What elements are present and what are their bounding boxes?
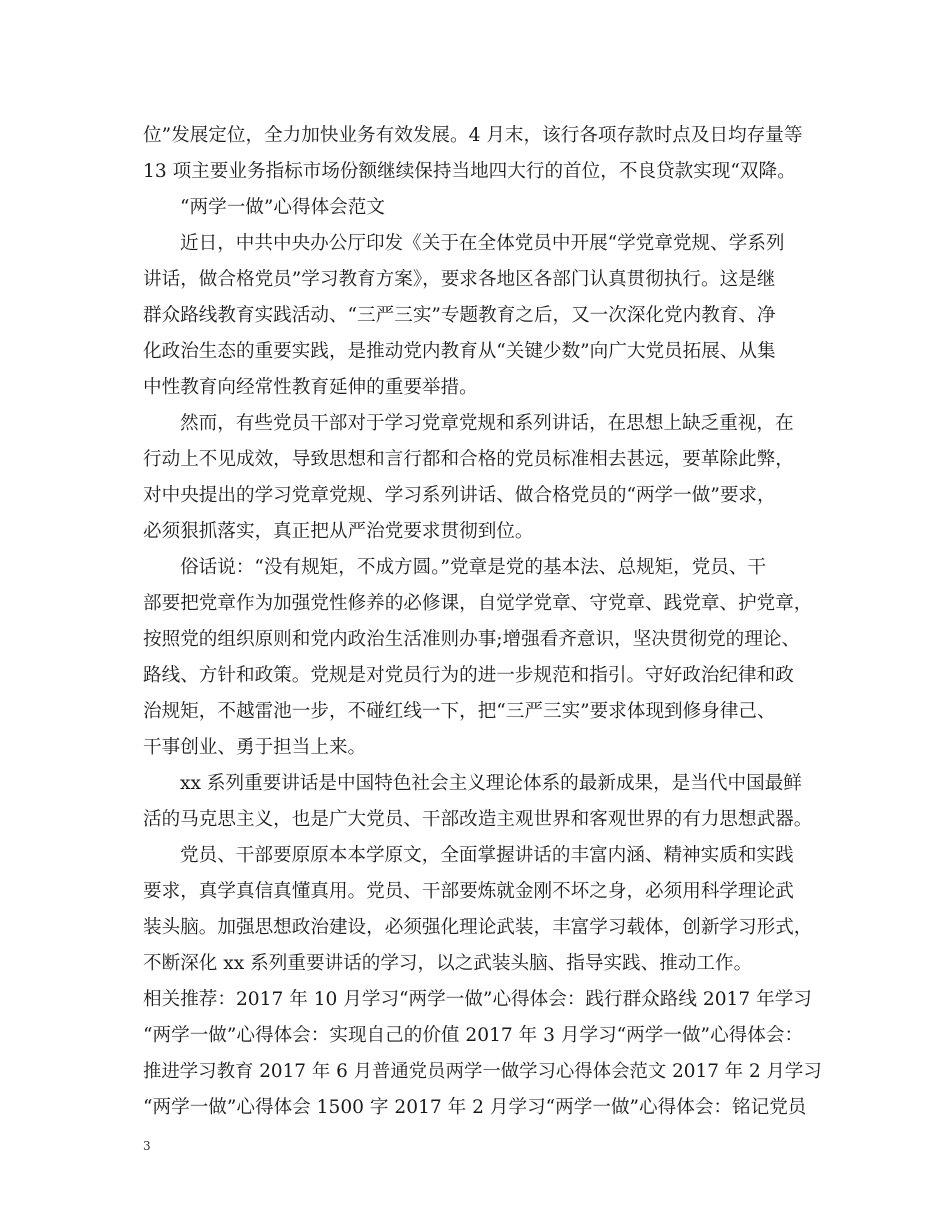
text-line: 党员、干部要原原本本学原文，全面掌握讲话的丰富内涵、精神实质和实践 (180, 845, 794, 866)
text-line: 中性教育向经常性教育延伸的重要举措。 (143, 377, 478, 398)
related-links-line: 相关推荐：2017 年 10 月学习“两学一做”心得体会：践行群众路线 2017 年学习 (143, 989, 812, 1010)
text-line: 不断深化 xx 系列重要讲话的学习，以之武装头脑、指导实践、推动工作。 (143, 953, 753, 974)
text-line: 近日，中共中央办公厅印发《关于在全体党员中开展“学党章党规、学系列 (180, 233, 785, 254)
text-line: xx 系列重要讲话是中国特色社会主义理论体系的最新成果，是当代中国最鲜 (180, 773, 802, 794)
section-title: “两学一做”心得体会范文 (180, 197, 385, 218)
text-line: 按照党的组织原则和党内政治生活准则办事;增强看齐意识，坚决贯彻党的理论、 (143, 629, 801, 650)
text-line: 然而，有些党员干部对于学习党章党规和系列讲话，在思想上缺乏重视，在 (180, 413, 794, 434)
document-body (143, 118, 823, 1126)
text-line: 化政治生态的重要实践，是推动党内教育从“关键少数”向广大党员拓展、从集 (143, 341, 776, 362)
related-links-line: 推进学习教育 2017 年 6 月普通党员两学一做学习心得体会范文 2017 年 2 月学习 (143, 1061, 822, 1082)
text-line: 俗话说：“没有规矩，不成方圆。”党章是党的基本法、总规矩，党员、干 (180, 557, 767, 578)
text-line: 活的马克思主义，也是广大党员、干部改造主观世界和客观世界的有力思想武器。 (143, 809, 813, 830)
text-line: 必须狠抓落实，真正把从严治党要求贯彻到位。 (143, 521, 534, 542)
text-line: 对中央提出的学习党章党规、学习系列讲话、做合格党员的“两学一做”要求， (143, 485, 776, 506)
text-line: 要求，真学真信真懂真用。党员、干部要炼就金刚不坏之身，必须用科学理论武 (143, 881, 794, 902)
text-line: 行动上不见成效，导致思想和言行都和合格的党员标准相去甚远，要革除此弊， (143, 449, 794, 470)
text-line: 装头脑。加强思想政治建设，必须强化理论武装，丰富学习载体，创新学习形式， (143, 917, 813, 938)
text-line: 群众路线教育实践活动、“三严三实”专题教育之后，又一次深化党内教育、净 (143, 305, 776, 326)
text-line: 治规矩，不越雷池一步，不碰红线一下，把“三严三实”要求体现到修身律己、 (143, 701, 776, 722)
text-line: 路线、方针和政策。党规是对党员行为的进一步规范和指引。守好政治纪律和政 (143, 665, 794, 686)
page-number: 3 (143, 1139, 151, 1153)
text-line: 部要把党章作为加强党性修养的必修课，自觉学党章、守党章、践党章、护党章， (143, 593, 813, 614)
text-line: 讲话，做合格党员”学习教育方案》，要求各地区各部门认真贯彻执行。这是继 (143, 269, 776, 290)
related-links-line: “两学一做”心得体会 1500 字 2017 年 2 月学习“两学一做”心得体会：铭记党员 (143, 1097, 807, 1118)
text-line: 13 项主要业务指标市场份额继续保持当地四大行的首位，不良贷款实现“双降。 (143, 161, 796, 182)
text-line: 干事创业、勇于担当上来。 (143, 737, 367, 758)
text-line: 位”发展定位，全力加快业务有效发展。4 月末，该行各项存款时点及日均存量等 (143, 125, 803, 146)
related-links-line: “两学一做”心得体会：实现自己的价值 2017 年 3 月学习“两学一做”心得体会： (143, 1025, 804, 1046)
